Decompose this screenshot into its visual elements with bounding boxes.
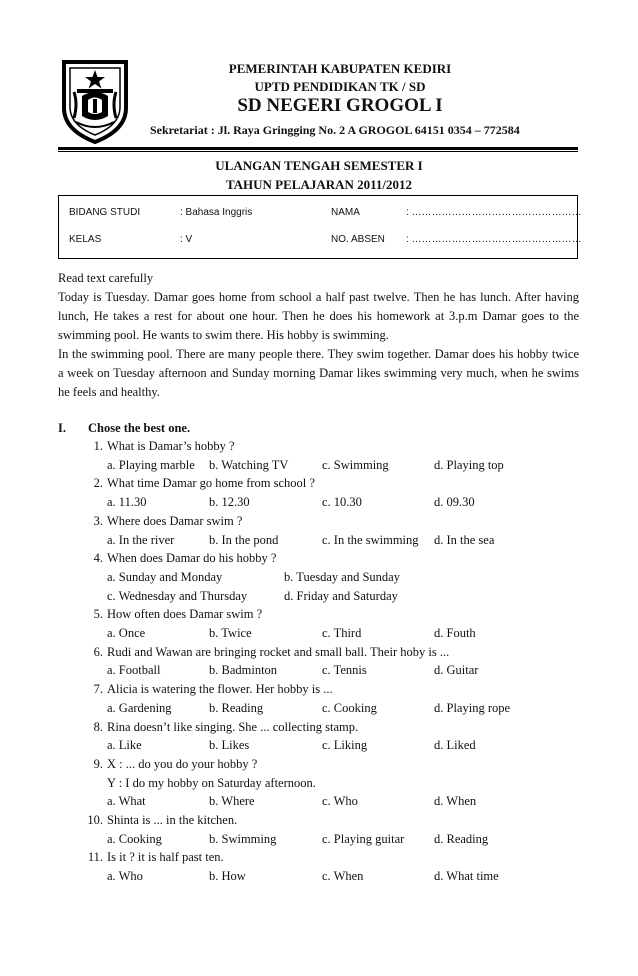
header-divider-thick [58, 147, 578, 150]
question-text: Rina doesn’t like singing. She ... collecting stamp. [107, 719, 359, 734]
question-number: 6. [93, 644, 103, 659]
answer-option: b. In the pond [209, 532, 279, 547]
question-number: 9. [93, 756, 103, 771]
passage-line: he feels and healthy. [58, 385, 160, 399]
answer-option: a. Who [107, 869, 143, 884]
question-text: Rudi and Wawan are bringing rocket and small ball. Their hoby is ... [107, 644, 450, 659]
header-government: PEMERINTAH KABUPATEN KEDIRI [228, 61, 452, 76]
answer-option: d. Liked [434, 738, 476, 753]
answer-option: a. Football [107, 663, 161, 678]
question-number: 10. [87, 813, 103, 827]
passage-line: In the swimming pool. There are many people there. They swim together. Damar does his hobby twice [58, 347, 579, 361]
answer-option: b. Badminton [209, 663, 278, 678]
question-text: Where does Damar swim ? [107, 513, 243, 528]
answer-option: c. Swimming [322, 457, 389, 472]
subject-value: : Bahasa Inggris [180, 207, 253, 218]
answer-option: a. In the river [107, 532, 175, 547]
passage-line: Today is Tuesday. Damar goes home from school a half past twelve. Then he has lunch. After having [58, 290, 579, 304]
answer-option: d. In the sea [434, 532, 495, 547]
question-text: Is it ? it is half past ten. [107, 850, 224, 865]
question-text: Y : I do my hobby on Saturday afternoon. [107, 775, 316, 790]
school-address: Sekretariat : Jl. Raya Gringging No. 2 A GROGOL 64151 0354 – 772584 [150, 123, 520, 137]
answer-option: d. Reading [434, 831, 489, 846]
answer-option: b. Swimming [209, 831, 277, 846]
section-title: Chose the best one. [88, 421, 191, 435]
name-field[interactable]: : …………………………………………… [406, 207, 582, 218]
question-number: 5. [93, 607, 103, 622]
question-text: What time Damar go home from school ? [107, 476, 315, 491]
answer-option: a. Sunday and Monday [107, 569, 223, 584]
answer-option: b. Tuesday and Sunday [284, 569, 400, 584]
school-crest-logo [60, 58, 130, 144]
answer-option: c. Third [322, 626, 362, 640]
answer-option: a. Once [107, 626, 146, 640]
subject-label: BIDANG STUDI [69, 207, 141, 218]
school-name: SD NEGERI GROGOL I [237, 95, 443, 116]
answer-option: a. Playing marble [107, 457, 195, 472]
answer-option: a. Gardening [107, 700, 172, 715]
answer-option: d. 09.30 [434, 495, 475, 510]
passage-line: a week on Tuesday afternoon and Sunday morning Damar likes swimming very much, when he swims [58, 366, 579, 380]
answer-option: a. What [107, 794, 146, 809]
question-text: Shinta is ... in the kitchen. [107, 813, 238, 827]
question-number: 4. [93, 551, 103, 566]
answer-option: c. Tennis [322, 663, 367, 678]
question-number: 3. [93, 513, 103, 528]
answer-option: b. How [209, 869, 246, 884]
answer-option: c. Who [322, 794, 358, 809]
answer-option: b. Likes [209, 738, 250, 753]
answer-option: a. Cooking [107, 831, 162, 846]
question-number: 1. [93, 439, 103, 453]
header-divider-thin [58, 151, 578, 152]
answer-option: d. Guitar [434, 663, 479, 678]
answer-option: c. Liking [322, 738, 368, 753]
passage-line: swimming pool. He wants to swim there. His hobby is swimming. [58, 328, 389, 342]
answer-option: d. Playing top [434, 457, 504, 472]
answer-option: c. When [322, 869, 364, 884]
student-info-box [58, 195, 582, 259]
answer-option: d. What time [434, 869, 499, 884]
answer-option: d. Friday and Saturday [284, 588, 398, 603]
answer-option: c. Wednesday and Thursday [107, 588, 248, 603]
answer-option: b. Watching TV [209, 457, 289, 472]
name-label: NAMA [331, 207, 360, 218]
answer-option: b. 12.30 [209, 495, 250, 510]
section-number: I. [58, 421, 66, 435]
exam-year: TAHUN PELAJARAN 2011/2012 [225, 177, 413, 192]
class-value: : V [180, 234, 193, 245]
answer-option: b. Twice [209, 626, 252, 640]
question-number: 7. [93, 682, 103, 697]
reading-instruction: Read text carefully [58, 271, 154, 285]
question-text: When does Damar do his hobby ? [107, 551, 277, 566]
answer-option: b. Reading [209, 700, 264, 715]
answer-option: d. Fouth [434, 626, 476, 640]
question-number: 2. [93, 476, 103, 491]
class-label: KELAS [69, 234, 102, 245]
question-text: X : ... do you do your hobby ? [107, 756, 258, 771]
answer-option: d. When [434, 794, 477, 809]
question-text: What is Damar’s hobby ? [107, 439, 235, 453]
reading-passage [58, 288, 579, 402]
question-number: 11. [87, 850, 103, 865]
question-number: 8. [93, 719, 103, 734]
answer-option: c. Cooking [322, 700, 377, 715]
answer-option: a. Like [107, 738, 142, 753]
answer-option: b. Where [209, 794, 255, 809]
absen-field[interactable]: : …………………………………………… [406, 234, 582, 245]
header-department: UPTD PENDIDIKAN TK / SD [254, 79, 426, 94]
question-text: Alicia is watering the flower. Her hobby is ... [107, 682, 333, 697]
passage-line: lunch, He takes a rest for about one hour. Then he does his homework at 3.p.m Damar goes to the [58, 309, 579, 323]
answer-option: d. Playing rope [434, 700, 511, 715]
absen-label: NO. ABSEN [331, 234, 385, 245]
answer-option: c. In the swimming [322, 532, 419, 547]
answer-option: c. Playing guitar [322, 831, 405, 846]
answer-option: c. 10.30 [322, 495, 362, 510]
exam-title: ULANGAN TENGAH SEMESTER I [215, 158, 423, 173]
answer-option: a. 11.30 [107, 495, 147, 510]
question-text: How often does Damar swim ? [107, 607, 263, 622]
